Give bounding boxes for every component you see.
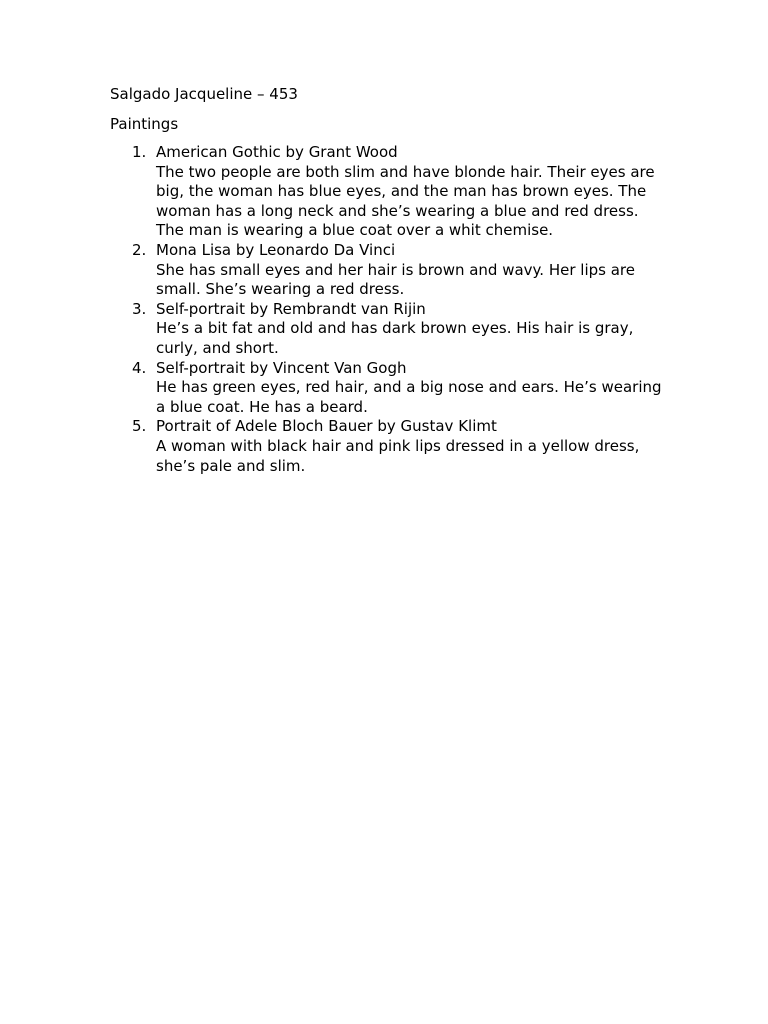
list-item (110, 241, 670, 300)
painting-title: American Gothic by Grant Wood (156, 143, 398, 161)
list-item (110, 417, 670, 476)
painting-title: Portrait of Adele Bloch Bauer by Gustav Klimt (156, 417, 497, 436)
painting-description: He’s a bit fat and old and has dark brown eyes. His hair is gray, curly, and short. (156, 319, 634, 357)
painting-title: Self-portrait by Rembrandt van Rijin (156, 299, 426, 318)
list-item (110, 359, 670, 418)
list-item-number: 1. (132, 143, 147, 161)
list-item (110, 300, 670, 359)
painting-title: Self-portrait by Vincent Van Gogh (156, 358, 407, 377)
painting-description: He has green eyes, red hair, and a big nose and ears. He’s wearing a blue coat. He has a beard. (156, 378, 662, 416)
document-header: Salgado Jacqueline – 453 (110, 85, 298, 103)
list-item-number: 3. (132, 299, 147, 318)
list-item-number: 2. (132, 240, 147, 259)
section-title: Paintings (110, 115, 179, 133)
paintings-list (110, 143, 670, 476)
list-item-number: 5. (132, 417, 147, 436)
painting-description: A woman with black hair and pink lips dressed in a yellow dress, she’s pale and slim. (156, 436, 640, 475)
list-item-number: 4. (132, 358, 147, 377)
document-page (110, 84, 670, 476)
painting-title: Mona Lisa by Leonardo Da Vinci (156, 240, 396, 259)
painting-description: The two people are both slim and have blonde hair. Their eyes are big, the woman has blue eyes, and the man has brown eyes. The woman has a long neck and she’s wearing a blue and red dress. The man is wearing a blue coat over a whit chemise. (156, 162, 655, 240)
list-item (110, 143, 670, 241)
painting-description: She has small eyes and her hair is brown and wavy. Her lips are small. She’s wearing a red dress. (156, 260, 635, 299)
